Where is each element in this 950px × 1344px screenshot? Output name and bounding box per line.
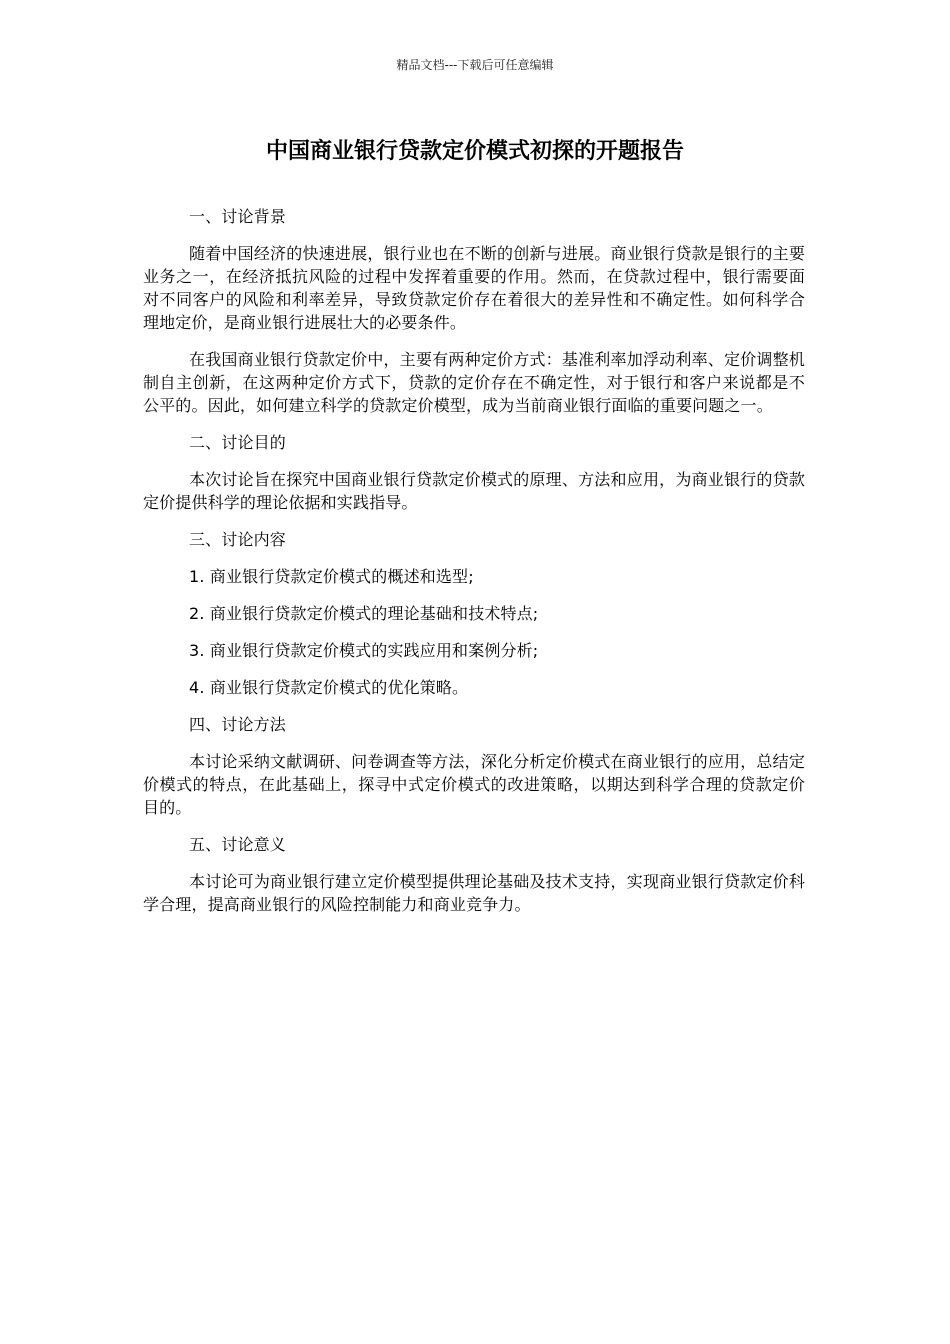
list-item: 1. 商业银行贷款定价模式的概述和选型; xyxy=(189,567,474,586)
document-body xyxy=(143,205,805,930)
paragraph: 本讨论采纳文献调研、问卷调查等方法，深化分析定价模式在商业银行的应用，总结定价模式的特点，在此基础上，探寻中式定价模式的改进策略，以期达到科学合理的贷款定价目的。 xyxy=(143,752,805,817)
paragraph: 在我国商业银行贷款定价中，主要有两种定价方式：基准利率加浮动利率、定价调整机制自主创新，在这两种定价方式下，贷款的定价存在不确定性，对于银行和客户来说都是不公平的。因此，如何建立科学的贷款定价模型，成为当前商业银行面临的重要问题之一。 xyxy=(143,350,805,415)
section-heading-content: 三、讨论内容 xyxy=(189,530,286,549)
paragraph: 随着中国经济的快速进展，银行业也在不断的创新与进展。商业银行贷款是银行的主要业务之一，在经济抵抗风险的过程中发挥着重要的作用。然而，在贷款过程中，银行需要面对不同客户的风险和利率差异，导致贷款定价存在着很大的差异性和不确定性。如何科学合理地定价，是商业银行进展壮大的必要条件。 xyxy=(143,244,805,332)
document-title: 中国商业银行贷款定价模式初探的开题报告 xyxy=(265,139,684,164)
section-heading-background: 一、讨论背景 xyxy=(189,207,286,226)
section-heading-purpose: 二、讨论目的 xyxy=(189,433,286,452)
list-item: 4. 商业银行贷款定价模式的优化策略。 xyxy=(189,678,469,697)
list-item: 2. 商业银行贷款定价模式的理论基础和技术特点; xyxy=(189,604,539,623)
paragraph: 本讨论可为商业银行建立定价模型提供理论基础及技术支持，实现商业银行贷款定价科学合理，提高商业银行的风险控制能力和商业竞争力。 xyxy=(143,872,805,914)
paragraph: 本次讨论旨在探究中国商业银行贷款定价模式的原理、方法和应用，为商业银行的贷款定价提供科学的理论依据和实践指导。 xyxy=(143,470,805,512)
section-heading-method: 四、讨论方法 xyxy=(189,715,286,734)
header-note: 精品文档---下载后可任意编辑 xyxy=(396,58,554,72)
list-item: 3. 商业银行贷款定价模式的实践应用和案例分析; xyxy=(189,641,539,660)
section-heading-significance: 五、讨论意义 xyxy=(189,835,286,854)
